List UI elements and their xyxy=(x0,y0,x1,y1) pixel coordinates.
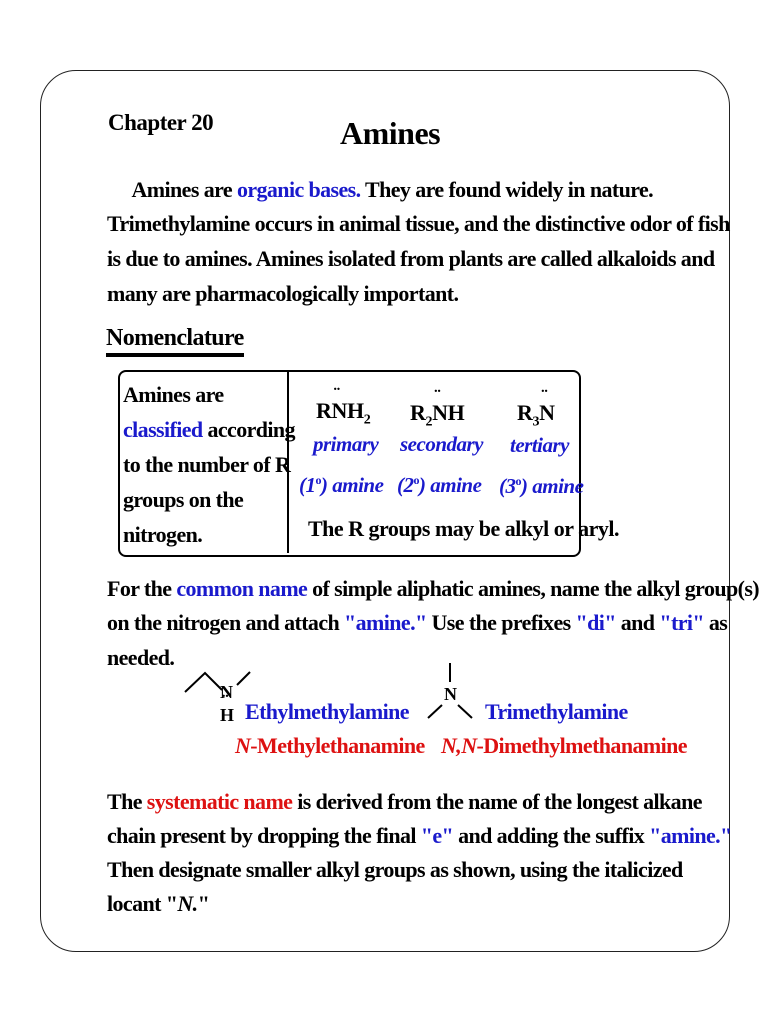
primary-amine-formula: R¨ $NH_2$ xyxy=(316,398,370,428)
classified-term: classified xyxy=(123,417,203,442)
tertiary-degree: (3$^o$) amine xyxy=(499,474,584,498)
systematic-line-1: The systematic name is derived from the name of the longest alkane xyxy=(107,789,702,814)
intro-line-1: Amines are organic bases. They are found widely in nature. xyxy=(131,177,654,202)
intro-line-4: many are pharmacologically important. xyxy=(107,281,459,306)
common-name-line-2: on the nitrogen and attach "amine." Use the prefixes "di" and "tri" as xyxy=(107,610,728,635)
trimethylamine-n: N xyxy=(444,684,457,704)
tertiary-amine-formula: $R_3¨$ N xyxy=(517,400,555,430)
classification-text: Amines are classified according to the number of R groups on the nitrogen. xyxy=(123,382,295,547)
common-name-line-3: needed. xyxy=(107,645,175,670)
systematic-line-2: chain present by dropping the final "e" and adding the suffix "amine." xyxy=(107,823,732,848)
ethylmethylamine-systematic: N-Methylethanamine xyxy=(235,733,425,758)
secondary-amine-formula: $R_2¨$ NH xyxy=(410,400,464,430)
r-groups-note: The R groups may be alkyl or aryl. xyxy=(308,516,619,541)
ethylmethylamine-common: Ethylmethylamine xyxy=(245,699,409,724)
secondary-degree: (2$^o$) amine xyxy=(397,473,482,497)
primary-degree: (1$^o$) amine xyxy=(299,473,384,497)
primary-label: primary xyxy=(313,432,379,456)
organic-bases-term: organic bases. xyxy=(236,177,361,202)
common-name-line-1: For the common name of simple aliphatic amines, name the alkyl group(s) xyxy=(107,576,760,601)
systematic-name-term: systematic name xyxy=(146,789,293,814)
intro-line-3: is due to amines. Amines isolated from plants are called alkaloids and xyxy=(107,246,715,271)
common-name-term: common name xyxy=(176,576,308,601)
ethylmethylamine-n: N xyxy=(220,682,233,702)
chapter-label: Chapter 20 xyxy=(108,110,214,135)
intro-line-2: Trimethylamine occurs in animal tissue, and the distinctive odor of fish xyxy=(107,211,730,236)
ethylmethylamine-h: ¨ H xyxy=(220,705,234,726)
nomenclature-heading: Nomenclature xyxy=(106,325,244,357)
trimethylamine-systematic: N,N-Dimethylmethanamine xyxy=(441,733,687,758)
trimethylamine-common: Trimethylamine xyxy=(485,699,628,724)
systematic-line-4: locant "N." xyxy=(107,891,210,916)
page-title: Amines xyxy=(340,115,441,151)
systematic-line-3: Then designate smaller alkyl groups as shown, using the italicized xyxy=(107,857,683,882)
secondary-label: secondary xyxy=(400,432,483,456)
tertiary-label: tertiary xyxy=(510,433,569,457)
